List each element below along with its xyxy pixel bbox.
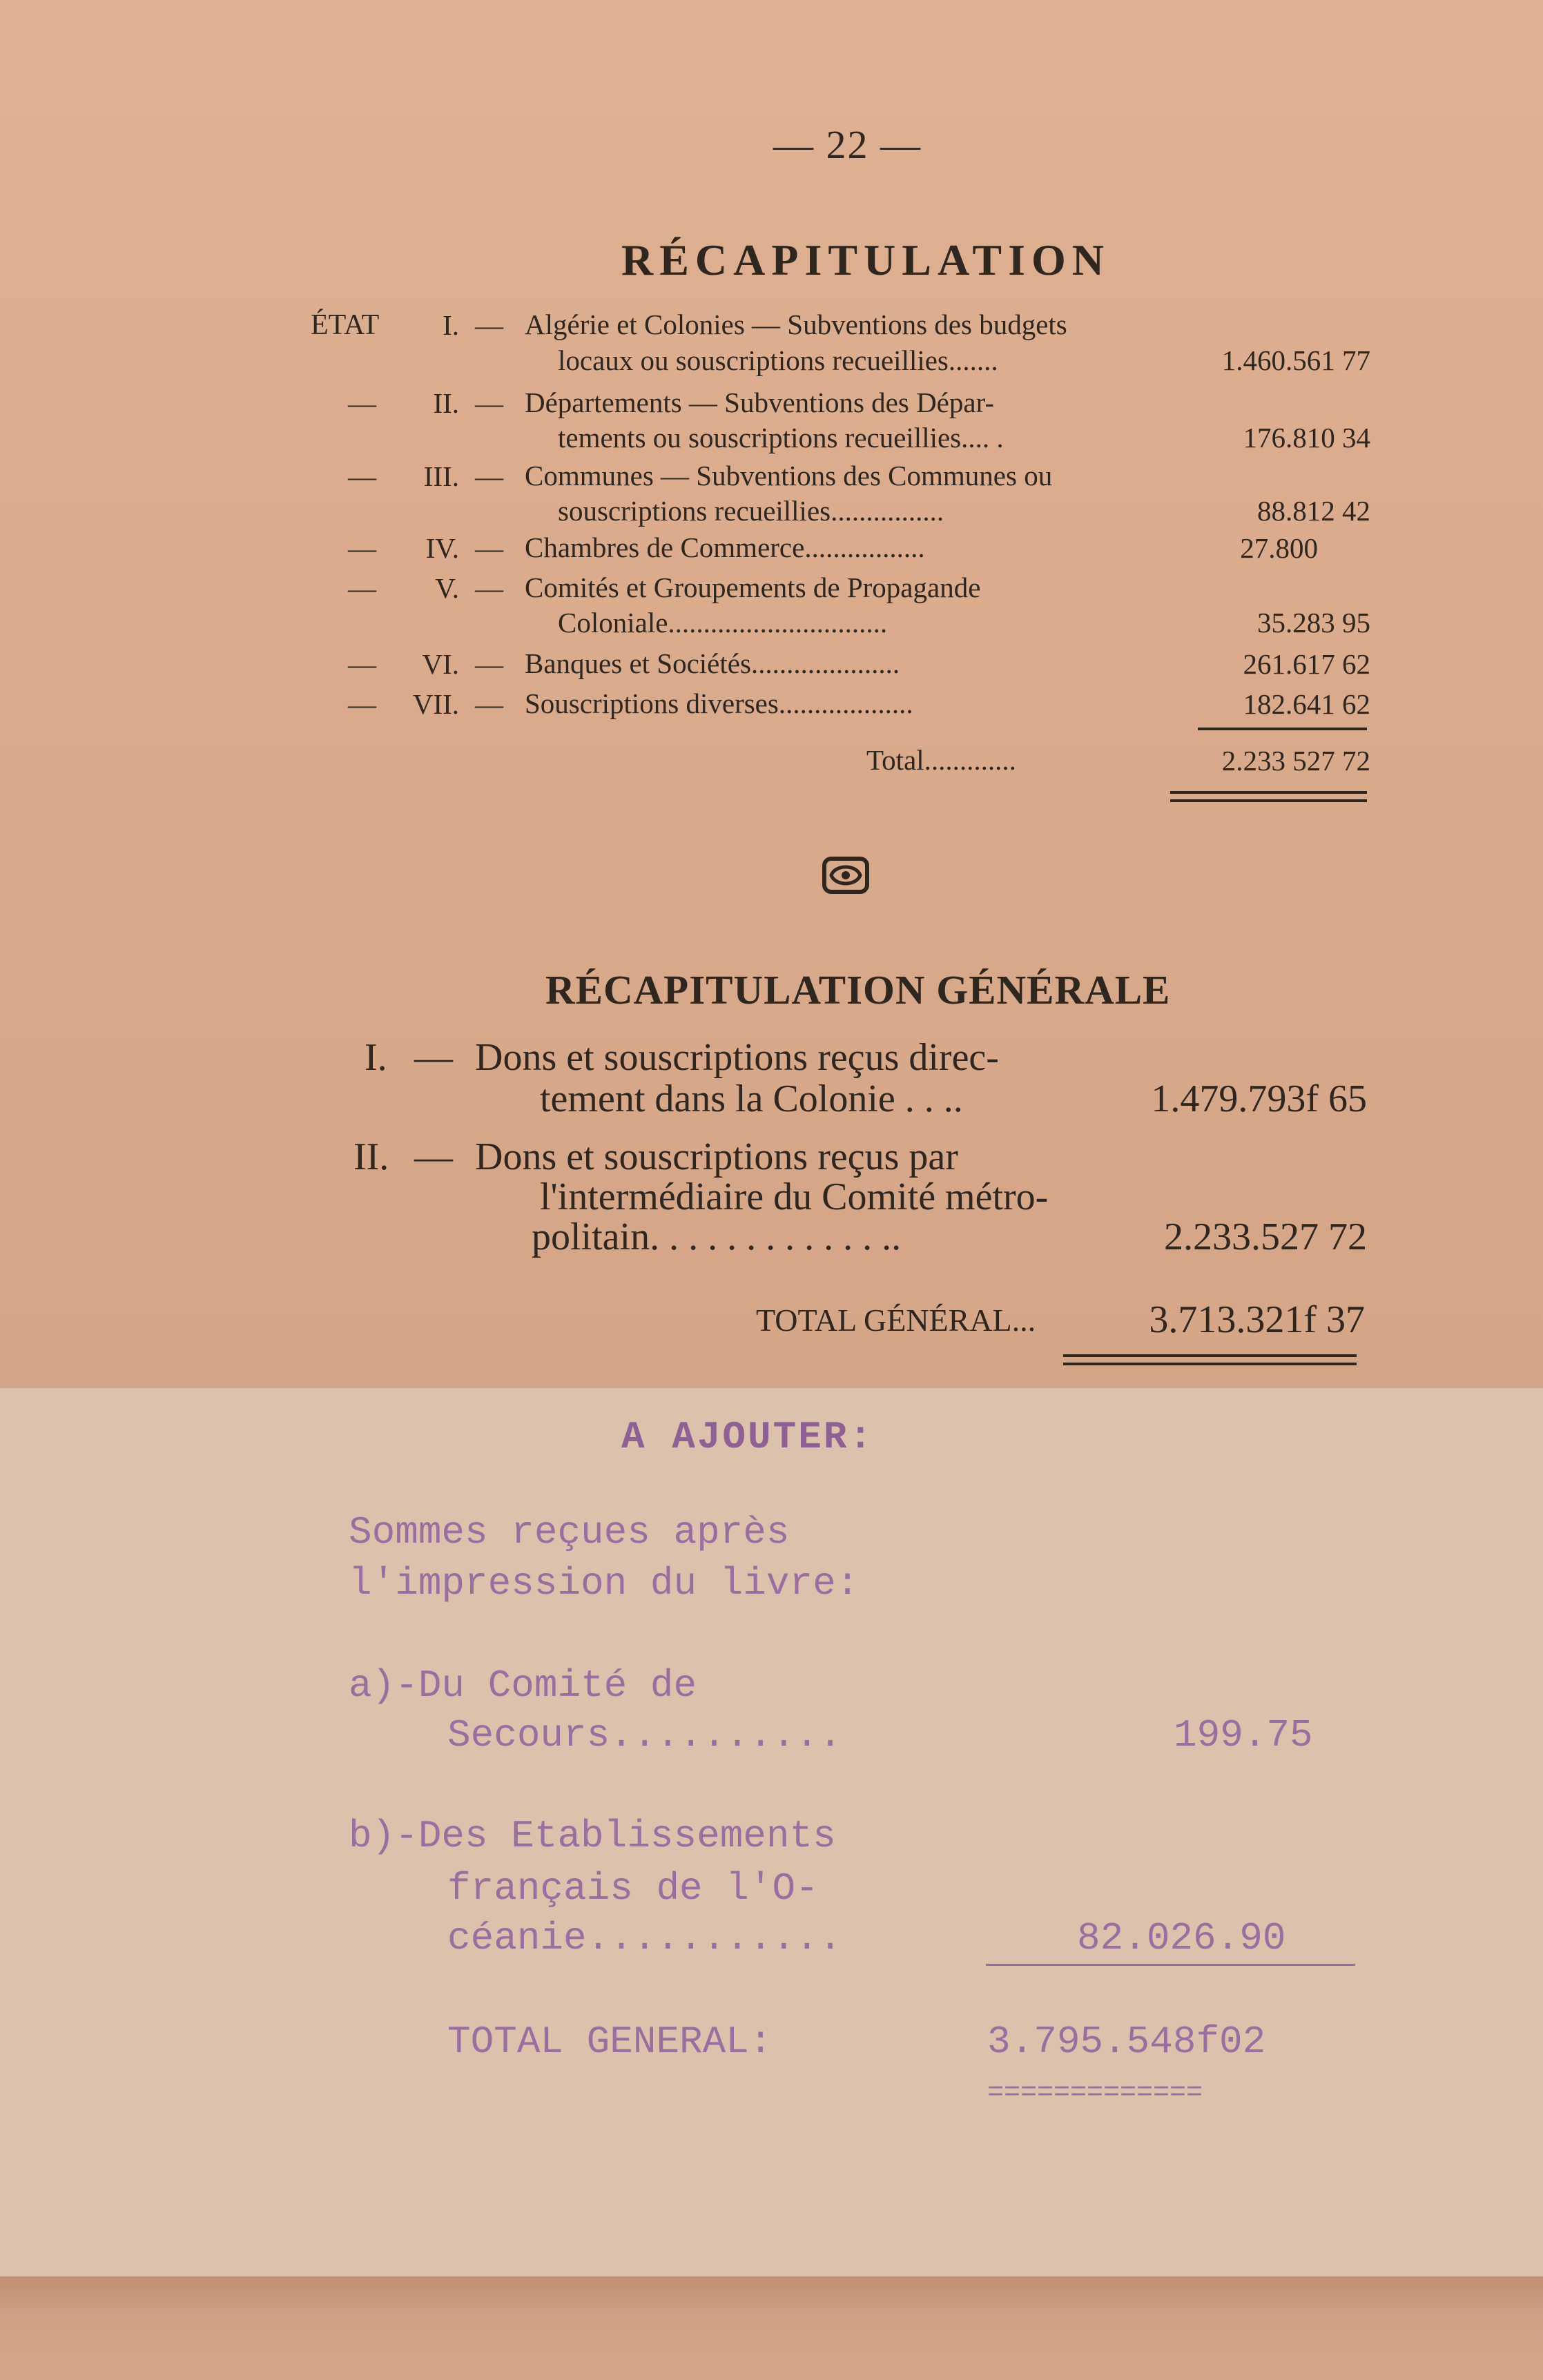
general-item1-line1: Dons et souscriptions reçus direc-: [475, 1036, 999, 1079]
row-label-line1: Chambres de Commerce.................: [525, 531, 925, 563]
addendum-intro-line1: Sommes reçues après: [349, 1510, 790, 1554]
general-total-label: TOTAL GÉNÉRAL...: [756, 1303, 1036, 1338]
total-rule-top: [1198, 728, 1367, 730]
general-total-rule-1: [1063, 1354, 1357, 1357]
general-item-dash: —: [414, 1135, 453, 1178]
row-dash: —: [475, 309, 503, 341]
row-amount: 35.283 95: [1257, 607, 1370, 638]
recap-total-amount: 2.233 527 72: [1221, 745, 1370, 777]
row-dash: —: [475, 460, 503, 492]
addendum-b-amount: 82.026.90: [1077, 1916, 1286, 1960]
general-total-rule-2: [1063, 1363, 1357, 1365]
row-numeral: V.: [435, 572, 459, 604]
row-numeral: IV.: [425, 532, 459, 564]
addendum-total-amount: 3.795.548f02: [987, 2020, 1266, 2064]
row-label-line1: Souscriptions diverses...................: [525, 687, 913, 719]
general-item2-amount: 2.233.527 72: [1164, 1216, 1367, 1258]
addendum-total-label: TOTAL GENERAL:: [447, 2020, 773, 2064]
general-item2-line1: Dons et souscriptions reçus par: [475, 1135, 958, 1178]
addendum-a-line2: Secours..........: [447, 1713, 842, 1757]
row-label-line1: Départements — Subventions des Dépar-: [525, 387, 995, 418]
general-recap-title: RÉCAPITULATION GÉNÉRALE: [545, 967, 1171, 1013]
addendum-intro-line2: l'impression du livre:: [349, 1561, 860, 1606]
addendum-total-underline: =============: [987, 2078, 1203, 2109]
addendum-heading: A AJOUTER:: [621, 1415, 875, 1459]
general-item2-line3: politain. . . . . . . . . . . . ..: [532, 1216, 902, 1258]
addendum-a-amount: 199.75: [1174, 1713, 1313, 1757]
addendum-a-line1: a)-Du Comité de: [349, 1664, 697, 1708]
general-item-dash: —: [414, 1036, 453, 1079]
row-label-line2: locaux ou souscriptions recueillies.......: [558, 344, 998, 376]
row-numeral: III.: [423, 460, 459, 492]
row-label-line2: souscriptions recueillies................: [558, 495, 944, 527]
addendum-b-line3: céanie...........: [447, 1916, 842, 1960]
row-lead-dash: —: [348, 648, 376, 680]
general-item-numeral: II.: [353, 1135, 389, 1178]
row-lead-dash: —: [348, 532, 376, 564]
addendum-b-line2: français de l'O-: [447, 1866, 819, 1911]
row-lead-dash: —: [348, 572, 376, 604]
row-label-line1: Comités et Groupements de Propagande: [525, 572, 981, 603]
row-amount: 88.812 42: [1257, 495, 1370, 527]
row-amount: 176.810 34: [1243, 422, 1370, 453]
page-bottom-edge: [0, 2276, 1543, 2380]
row-dash: —: [475, 387, 503, 419]
general-item1-amount: 1.479.793f 65: [1151, 1077, 1367, 1120]
row-label-line2: tements ou souscriptions recueillies.... .: [558, 422, 1004, 453]
row-amount: 27.800: [1240, 532, 1318, 564]
fleuron-ornament-icon: [822, 856, 870, 895]
addendum-b-line1: b)-Des Etablissements: [349, 1814, 836, 1858]
row-lead-dash: —: [348, 387, 376, 419]
row-dash: —: [475, 688, 503, 720]
recap-title: RÉCAPITULATION: [621, 235, 1110, 284]
row-numeral: VII.: [412, 688, 459, 720]
general-item2-line2: l'intermédiaire du Comité métro-: [540, 1176, 1049, 1218]
total-rule-double-1: [1170, 791, 1367, 794]
row-dash: —: [475, 532, 503, 564]
row-lead-dash: —: [348, 688, 376, 720]
row-numeral: II.: [433, 387, 459, 419]
etat-label: ÉTAT: [311, 309, 380, 341]
row-numeral: VI.: [422, 648, 459, 680]
row-numeral: I.: [443, 309, 459, 341]
row-amount: 261.617 62: [1243, 648, 1370, 680]
general-item1-line2: tement dans la Colonie . . ..: [540, 1077, 963, 1120]
addendum-b-underline: [986, 1964, 1355, 1966]
row-label-line1: Communes — Subventions des Communes ou: [525, 460, 1053, 491]
row-amount: 182.641 62: [1243, 688, 1370, 720]
row-dash: —: [475, 648, 503, 680]
row-label-line2: Coloniale...............................: [558, 607, 888, 638]
row-label-line1: Banques et Sociétés.....................: [525, 647, 900, 679]
general-total-amount: 3.713.321f 37: [1149, 1298, 1365, 1341]
general-item-numeral: I.: [365, 1036, 387, 1079]
row-label-line1: Algérie et Colonies — Subventions des budgets: [525, 309, 1067, 340]
recap-total-label: Total.............: [866, 744, 1016, 776]
row-amount: 1.460.561 77: [1221, 344, 1370, 376]
row-lead-dash: —: [348, 460, 376, 492]
row-dash: —: [475, 572, 503, 604]
total-rule-double-2: [1170, 799, 1367, 802]
page-number: — 22 —: [773, 122, 922, 167]
